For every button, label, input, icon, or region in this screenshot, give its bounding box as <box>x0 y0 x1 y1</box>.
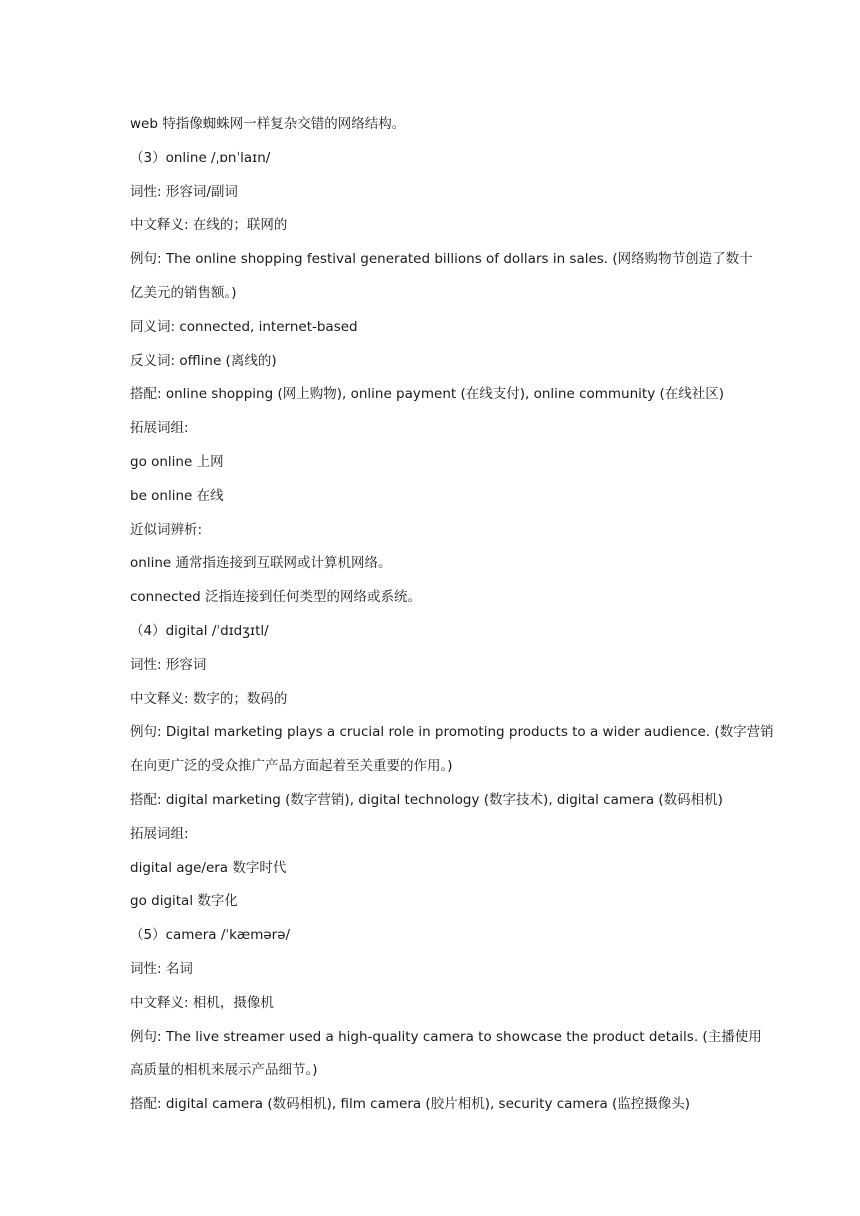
example-sentence-line: 在向更广泛的受众推广产品方面起着至关重要的作用。) <box>130 758 453 775</box>
document-body <box>130 108 774 1122</box>
text-line: go digital 数字化 <box>130 893 238 910</box>
entry-heading-digital: （4）digital /ˈdɪdʒɪtl/ <box>130 622 269 639</box>
example-sentence-line: 例句: Digital marketing plays a crucial role in promoting products to a wider audience. (数字营销 <box>130 724 774 741</box>
text-line: online 通常指连接到互联网或计算机网络。 <box>130 555 392 572</box>
collocation-line: 搭配: digital camera (数码相机), film camera (胶片相机), security camera (监控摄像头) <box>130 1096 691 1113</box>
example-sentence-line: 例句: The live streamer used a high-quality camera to showcase the product details. (主播使用 <box>130 1028 762 1045</box>
text-line: 近似词辨析: <box>130 521 203 538</box>
text-line: go online 上网 <box>130 453 224 470</box>
example-sentence-line: 高质量的相机来展示产品细节。) <box>130 1062 318 1079</box>
example-sentence-line: 亿美元的销售额。) <box>130 284 237 301</box>
text-line: 词性: 名词 <box>130 960 193 977</box>
collocation-line: 搭配: online shopping (网上购物), online payment (在线支付), online community (在线社区) <box>130 386 725 403</box>
collocation-line: 搭配: digital marketing (数字营销), digital technology (数字技术), digital camera (数码相机) <box>130 791 723 808</box>
entry-heading-camera: （5）camera /ˈkæmərə/ <box>130 927 291 944</box>
text-line: connected 泛指连接到任何类型的网络或系统。 <box>130 589 421 606</box>
text-line: 同义词: connected, internet-based <box>130 318 358 335</box>
example-sentence-line: 例句: The online shopping festival generated billions of dollars in sales. (网络购物节创造了数十 <box>130 251 753 268</box>
text-line: 中文释义: 相机，摄像机 <box>130 994 274 1011</box>
text-line: 词性: 形容词 <box>130 656 207 673</box>
text-line: 拓展词组: <box>130 825 189 842</box>
text-line: 拓展词组: <box>130 420 189 437</box>
text-line: 中文释义: 在线的；联网的 <box>130 217 288 234</box>
entry-heading-online: （3）online /ˌɒnˈlaɪn/ <box>130 149 271 166</box>
text-line: 反义词: offline (离线的) <box>130 352 277 369</box>
text-line: 词性: 形容词/副词 <box>130 183 238 200</box>
text-line: digital age/era 数字时代 <box>130 859 287 876</box>
text-line: web 特指像蜘蛛网一样复杂交错的网络结构。 <box>130 116 406 132</box>
text-line: 中文释义: 数字的；数码的 <box>130 690 288 707</box>
text-line: be online 在线 <box>130 487 224 504</box>
